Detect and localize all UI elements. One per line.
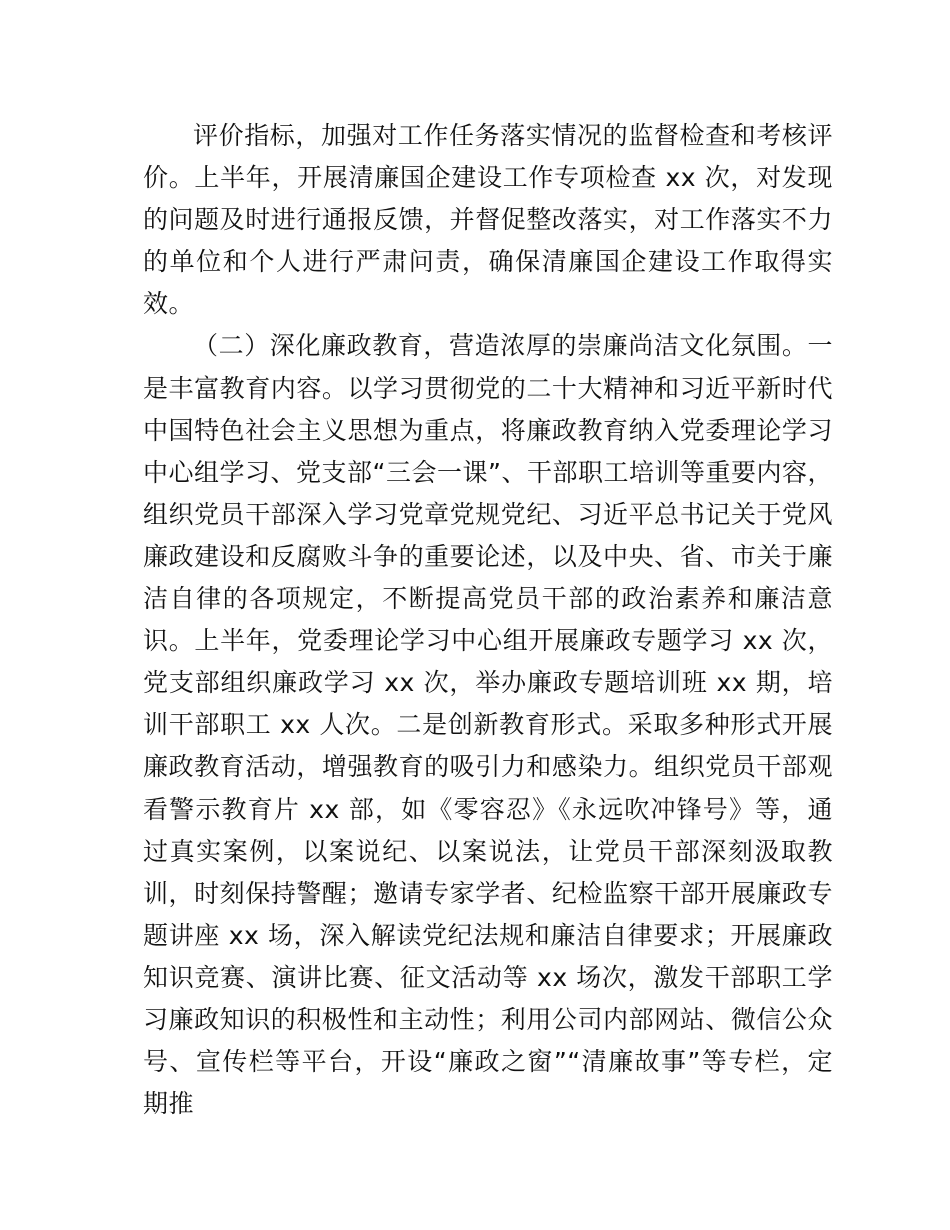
paragraph-inspection-summary: 评价指标，加强对工作任务落实情况的监督检查和考核评价。上半年，开展清廉国企建设工作专项检查 xx 次，对发现的问题及时进行通报反馈，并督促整改落实，对工作落实不力的单位和个人进行严肃问责，确保清廉国企建设工作取得实效。 <box>143 121 833 319</box>
document-body <box>143 115 833 1125</box>
paragraph-integrity-education: （二）深化廉政教育，营造浓厚的崇廉尚洁文化氛围。一是丰富教育内容。以学习贯彻党的二十大精神和习近平新时代中国特色社会主义思想为重点，将廉政教育纳入党委理论学习中心组学习、党支部“三会一课”、干部职工培训等重要内容，组织党员干部深入学习党章党规党纪、习近平总书记关于党风廉政建设和反腐败斗争的重要论述，以及中央、省、市关于廉洁自律的各项规定，不断提高党员干部的政治素养和廉洁意识。上半年，党委理论学习中心组开展廉政专题学习 xx 次，党支部组织廉政学习 xx 次，举办廉政专题培训班 xx 期，培训干部职工 xx 人次。二是创新教育形式。采取多种形式开展廉政教育活动，增强教育的吸引力和感染力。组织党员干部观看警示教育片 xx 部，如《零容忍》《永远吹冲锋号》等，通过真实案例，以案说纪、以案说法，让党员干部深刻汲取教训，时刻保持警醒；邀请专家学者、纪检监察干部开展廉政专题讲座 xx 场，深入解读党纪法规和廉洁自律要求；开展廉政知识竞赛、演讲比赛、征文活动等 xx 场次，激发干部职工学习廉政知识的积极性和主动性；利用公司内部网站、微信公众号、宣传栏等平台，开设“廉政之窗”“清廉故事”等专栏，定期推 <box>143 331 833 1119</box>
